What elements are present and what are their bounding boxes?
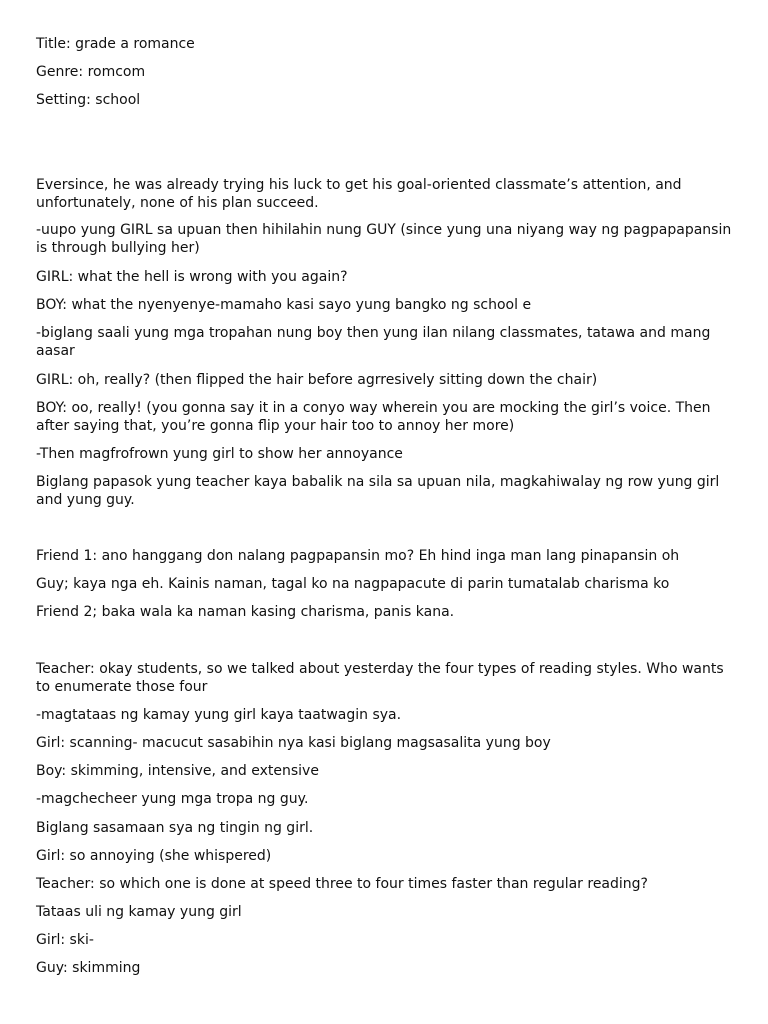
- genre-line: Genre: romcom: [36, 64, 146, 80]
- title-line: Title: grade a romance: [36, 36, 195, 52]
- script-line: Teacher: so which one is done at speed three to four times faster than regular reading?: [36, 876, 648, 892]
- script-line: Girl: so annoying (she whispered): [36, 848, 272, 864]
- script-line: -biglang saali yung mga tropahan nung boy then yung ilan nilang classmates, tatawa and mang aasar: [36, 325, 711, 359]
- script-line: Friend 2; baka wala ka naman kasing charisma, panis kana.: [36, 604, 455, 620]
- script-line: Biglang papasok yung teacher kaya babalik na sila sa upuan nila, magkahiwalay ng row yung girl and yung guy.: [36, 474, 720, 508]
- script-line: -magchecheer yung mga tropa ng guy.: [36, 791, 309, 807]
- script-line: Biglang sasamaan sya ng tingin ng girl.: [36, 820, 314, 836]
- script-line: GIRL: what the hell is wrong with you again?: [36, 269, 348, 285]
- script-line: Guy; kaya nga eh. Kainis naman, tagal ko na nagpapacute di parin tumatalab charisma ko: [36, 576, 670, 592]
- script-line: -uupo yung GIRL sa upuan then hihilahin nung GUY (since yung una niyang way ng pagpapapansin is through bullying her): [36, 222, 732, 256]
- setting-line: Setting: school: [36, 92, 141, 108]
- script-line: Eversince, he was already trying his luck to get his goal-oriented classmate’s attention, and unfortunately, none of his plan succeed.: [36, 177, 682, 211]
- script-line: GIRL: oh, really? (then flipped the hair before agrresively sitting down the chair): [36, 372, 598, 388]
- script-line: -Then magfrofrown yung girl to show her annoyance: [36, 446, 403, 462]
- script-line: Guy: skimming: [36, 960, 141, 976]
- script-line: Friend 1: ano hanggang don nalang pagpapansin mo? Eh hind inga man lang pinapansin oh: [36, 548, 680, 564]
- script-line: BOY: oo, really! (you gonna say it in a conyo way wherein you are mocking the girl’s voice. Then after saying that, you’re gonna flip your hair too to annoy her more): [36, 400, 711, 434]
- script-line: Girl: ski-: [36, 932, 94, 948]
- script-line: -magtataas ng kamay yung girl kaya taatwagin sya.: [36, 707, 402, 723]
- script-line: Boy: skimming, intensive, and extensive: [36, 763, 319, 779]
- script-line: Teacher: okay students, so we talked about yesterday the four types of reading styles. Who wants to enumerate those four: [36, 661, 724, 695]
- script-line: Girl: scanning- macucut sasabihin nya kasi biglang magsasalita yung boy: [36, 735, 551, 751]
- script-line: BOY: what the nyenyenye-mamaho kasi sayo yung bangko ng school e: [36, 297, 532, 313]
- script-line: Tataas uli ng kamay yung girl: [36, 904, 242, 920]
